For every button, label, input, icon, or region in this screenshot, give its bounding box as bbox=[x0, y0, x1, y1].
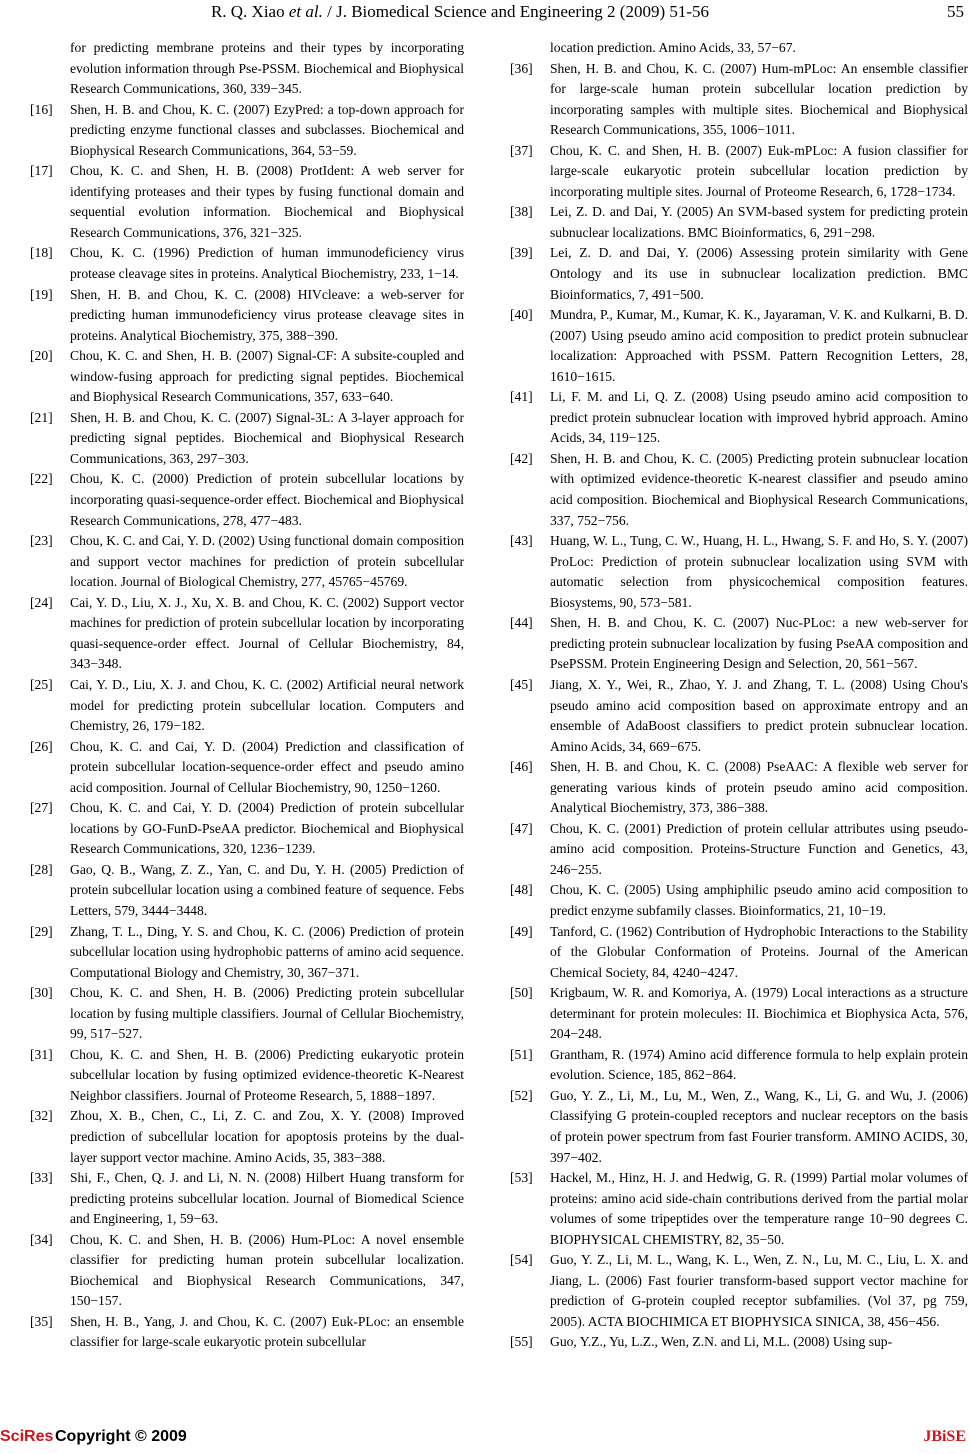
reference-text: Shen, H. B. and Chou, K. C. (2007) Hum-mPLoc: An ensemble classifier for large-scale human protein subcellular location prediction by incorporating samples with multiple sites. Biochemical and Biophysical Research Communications, 355, 1006−1011. bbox=[550, 60, 968, 138]
reference-text: Shen, H. B. and Chou, K. C. (2007) Nuc-PLoc: a new web-server for predicting protein subnuclear localization by fusing PseAA composition and PsePSSM. Protein Engineering Design and Selection, 20, 561−567. bbox=[550, 615, 968, 672]
reference-number: [25] bbox=[30, 676, 53, 692]
reference-number: [37] bbox=[510, 142, 533, 158]
reference-item bbox=[510, 141, 968, 203]
reference-number: [52] bbox=[510, 1087, 533, 1103]
reference-item bbox=[30, 161, 464, 243]
reference-item bbox=[30, 1106, 464, 1168]
right-column bbox=[510, 38, 968, 1353]
reference-number: [45] bbox=[510, 676, 533, 692]
reference-item bbox=[30, 1168, 464, 1230]
reference-number: [43] bbox=[510, 533, 533, 549]
reference-item bbox=[30, 737, 464, 799]
reference-number: [44] bbox=[510, 615, 533, 631]
reference-text: Lei, Z. D. and Dai, Y. (2005) An SVM-based system for predicting protein subnuclear localizations. BMC Bioinformatics, 6, 291−298. bbox=[550, 204, 968, 240]
reference-item bbox=[510, 1045, 968, 1086]
reference-continuation: location prediction. Amino Acids, 33, 57−67. bbox=[550, 40, 796, 55]
reference-item bbox=[30, 798, 464, 860]
reference-text: Jiang, X. Y., Wei, R., Zhao, Y. J. and Zhang, T. L. (2008) Using Chou's pseudo amino acid composition based on approximate entropy and an ensemble of AdaBoost classifiers to predict protein subnuclear location. Amino Acids, 34, 669−675. bbox=[550, 676, 968, 754]
reference-item bbox=[510, 613, 968, 675]
reference-item bbox=[30, 408, 464, 470]
reference-text: Cai, Y. D., Liu, X. J., Xu, X. B. and Chou, K. C. (2002) Support vector machines for prediction of protein subcellular location by incorporating quasi-sequence-order effect. Journal of Cellular Biochemistry, 84, 343−348. bbox=[70, 594, 464, 672]
reference-number: [51] bbox=[510, 1046, 533, 1062]
reference-item bbox=[30, 922, 464, 984]
reference-text: Chou, K. C. (2001) Prediction of protein cellular attributes using pseudo-amino acid composition. Proteins-Structure Function and Genetics, 43, 246−255. bbox=[550, 820, 968, 877]
reference-item bbox=[510, 305, 968, 387]
reference-text: Chou, K. C. (2005) Using amphiphilic pseudo amino acid composition to predict enzyme subfamily classes. Bioinformatics, 21, 10−19. bbox=[550, 882, 968, 918]
reference-text: Shi, F., Chen, Q. J. and Li, N. N. (2008) Hilbert Huang transform for predicting proteins subcellular location. Journal of Biomedical Science and Engineering, 1, 59−63. bbox=[70, 1170, 464, 1227]
reference-text: Tanford, C. (1962) Contribution of Hydrophobic Interactions to the Stability of the Globular Conformation of Proteins. Journal of the American Chemical Society, 84, 4240−4247. bbox=[550, 923, 968, 980]
title-authors: R. Q. Xiao bbox=[210, 2, 289, 21]
reference-number: [28] bbox=[30, 861, 53, 877]
reference-number: [47] bbox=[510, 820, 533, 836]
reference-text: Li, F. M. and Li, Q. Z. (2008) Using pseudo amino acid composition to predict protein subnuclear location with improved hybrid approach. Amino Acids, 34, 119−125. bbox=[550, 389, 968, 446]
reference-item bbox=[30, 531, 464, 593]
reference-text: Shen, H. B., Yang, J. and Chou, K. C. (2007) Euk-PLoc: an ensemble classifier for large-scale eukaryotic protein subcellular bbox=[70, 1313, 464, 1350]
reference-number: [22] bbox=[30, 471, 53, 487]
reference-number: [24] bbox=[30, 594, 53, 610]
reference-number: [20] bbox=[30, 348, 53, 364]
reference-number: [48] bbox=[510, 882, 533, 898]
reference-number: [54] bbox=[510, 1252, 533, 1268]
reference-item bbox=[30, 675, 464, 737]
reference-item bbox=[510, 1168, 968, 1250]
reference-number: [19] bbox=[30, 286, 53, 302]
page-footer bbox=[0, 1428, 970, 1452]
reference-text: Chou, K. C. and Shen, H. B. (2007) Euk-mPLoc: A fusion classifier for large-scale eukaryotic protein subcellular location prediction by incorporating multiple sites. Journal of Proteome Research, 6, 1728−1734. bbox=[550, 142, 968, 199]
reference-number: [17] bbox=[30, 163, 53, 179]
reference-item bbox=[510, 819, 968, 881]
reference-number: [21] bbox=[30, 409, 53, 425]
reference-item bbox=[30, 346, 464, 408]
reference-text: Chou, K. C. and Cai, Y. D. (2004) Prediction and classification of protein subcellular location-sequence-order effect and pseudo amino acid composition. Journal of Cellular Biochemistry, 90, 1250−1260. bbox=[70, 738, 464, 795]
title-et-al: et al. bbox=[288, 2, 323, 21]
reference-item bbox=[510, 983, 968, 1045]
reference-item bbox=[510, 243, 968, 305]
running-title bbox=[90, 2, 830, 22]
reference-text: Chou, K. C. and Cai, Y. D. (2004) Prediction of protein subcellular locations by GO-FunD-PseAA predictor. Biochemical and Biophysical Research Communications, 320, 1236−1239. bbox=[70, 800, 464, 857]
reference-item bbox=[510, 880, 968, 921]
reference-number: [26] bbox=[30, 738, 53, 754]
reference-continuation: for predicting membrane proteins and their types by incorporating evolution information through Pse-PSSM. Biochemical and Biophysical Research Communications, 360, 339−345. bbox=[70, 40, 464, 97]
reference-item bbox=[510, 531, 968, 613]
reference-number: [33] bbox=[30, 1170, 53, 1186]
reference-text: Shen, H. B. and Chou, K. C. (2007) EzyPred: a top-down approach for predicting enzyme functional classes and subclasses. Biochemical and Biophysical Research Communications, 364, 53−59. bbox=[70, 101, 464, 158]
reference-text: Lei, Z. D. and Dai, Y. (2006) Assessing protein similarity with Gene Ontology and its use in subnuclear localization prediction. BMC Bioinformatics, 7, 491−500. bbox=[550, 245, 968, 302]
reference-item bbox=[30, 469, 464, 531]
reference-item bbox=[30, 243, 464, 284]
reference-text: Mundra, P., Kumar, M., Kumar, K. K., Jayaraman, V. K. and Kulkarni, B. D. (2007) Using pseudo amino acid composition to predict protein subnuclear localization: Approached with PSSM. Pattern Recognition Letters, 28, 1610−1615. bbox=[550, 307, 968, 384]
reference-text: Zhou, X. B., Chen, C., Li, Z. C. and Zou, X. Y. (2008) Improved prediction of subcellular location for apoptosis proteins by the dual-layer support vector machine. Amino Acids, 35, 383−388. bbox=[70, 1108, 464, 1165]
reference-item bbox=[30, 983, 464, 1045]
running-header bbox=[0, 0, 970, 26]
reference-number: [39] bbox=[510, 245, 533, 261]
reference-item bbox=[510, 387, 968, 449]
reference-item bbox=[510, 1086, 968, 1168]
left-column bbox=[30, 38, 464, 1353]
reference-text: Shen, H. B. and Chou, K. C. (2008) PseAAC: A flexible web server for generating various kinds of protein pseudo amino acid composition. Analytical Biochemistry, 373, 386−388. bbox=[550, 759, 968, 816]
reference-item bbox=[30, 285, 464, 347]
reference-text: Chou, K. C. (1996) Prediction of human immunodeficiency virus protease cleavage sites in proteins. Analytical Biochemistry, 233, 1−14. bbox=[70, 245, 464, 282]
reference-text: Shen, H. B. and Chou, K. C. (2007) Signal-3L: A 3-layer approach for predicting signal peptides. Biochemical and Biophysical Research Communications, 363, 297−303. bbox=[70, 409, 464, 466]
reference-text: Shen, H. B. and Chou, K. C. (2008) HIVcleave: a web-server for predicting human immunodeficiency virus protease cleavage sites in proteins. Analytical Biochemistry, 375, 388−390. bbox=[70, 286, 464, 343]
reference-text: Hackel, M., Hinz, H. J. and Hedwig, G. R. (1999) Partial molar volumes of proteins: amino acid side-chain contributions derived from the partial molar volumes of some tripeptides over the temperature range 10−90 degrees C. BIOPHYSICAL CHEMISTRY, 82, 35−50. bbox=[550, 1170, 968, 1247]
reference-text: Cai, Y. D., Liu, X. J. and Chou, K. C. (2002) Artificial neural network model for predicting protein subcellular location. Computers and Chemistry, 26, 179−182. bbox=[70, 676, 464, 734]
reference-number: [35] bbox=[30, 1313, 53, 1329]
reference-item bbox=[510, 757, 968, 819]
reference-item bbox=[510, 449, 968, 531]
copyright-text: Copyright © 2009 bbox=[55, 1428, 187, 1445]
reference-number: [18] bbox=[30, 245, 53, 261]
reference-item bbox=[30, 1312, 464, 1353]
reference-text: Grantham, R. (1974) Amino acid difference formula to help explain protein evolution. Science, 185, 862−864. bbox=[550, 1046, 968, 1083]
reference-number: [32] bbox=[30, 1108, 53, 1124]
title-journal: / J. Biomedical Science and Engineering 2 (2009) 51-56 bbox=[322, 2, 710, 21]
reference-text: Guo, Y. Z., Li, M., Lu, M., Wen, Z., Wang, K., Li, G. and Wu, J. (2006) Classifying G protein-coupled receptors and nuclear receptors on the basis of protein power spectrum from fast Fourier transform. AMINO ACIDS, 30, 397−402. bbox=[550, 1087, 968, 1165]
reference-number: [50] bbox=[510, 985, 533, 1001]
reference-item bbox=[510, 675, 968, 757]
reference-number: [31] bbox=[30, 1046, 53, 1062]
reference-number: [49] bbox=[510, 923, 533, 939]
reference-number: [38] bbox=[510, 204, 533, 220]
reference-item bbox=[510, 59, 968, 141]
reference-text: Huang, W. L., Tung, C. W., Huang, H. L., Hwang, S. F. and Ho, S. Y. (2007) ProLoc: Prediction of protein subnuclear localization using SVM with automatic selection from physicochemical composition features. Biosystems, 90, 573−581. bbox=[550, 533, 968, 610]
publisher-logo: SciRes bbox=[0, 1428, 54, 1445]
reference-item bbox=[510, 922, 968, 984]
reference-text: Chou, K. C. and Shen, H. B. (2006) Predicting protein subcellular location by fusing multiple classifiers. Journal of Cellular Biochemistry, 99, 517−527. bbox=[70, 985, 464, 1042]
reference-number: [23] bbox=[30, 533, 53, 549]
reference-item bbox=[30, 1230, 464, 1312]
reference-text: Chou, K. C. and Shen, H. B. (2008) ProtIdent: A web server for identifying proteases and their types by fusing functional domain and sequential evolution information. Biochemical and Biophysical Research Communications, 376, 321−325. bbox=[70, 163, 464, 240]
reference-number: [30] bbox=[30, 985, 53, 1001]
reference-number: [27] bbox=[30, 800, 53, 816]
reference-item bbox=[30, 1045, 464, 1107]
reference-text: Krigbaum, W. R. and Komoriya, A. (1979) Local interactions as a structure determinant for protein molecules: II. Biochimica et Biophysica Acta, 576, 204−248. bbox=[550, 985, 968, 1042]
reference-number: [53] bbox=[510, 1170, 533, 1186]
reference-item bbox=[510, 202, 968, 243]
reference-item bbox=[30, 860, 464, 922]
reference-number: [42] bbox=[510, 450, 533, 466]
reference-text: Chou, K. C. and Shen, H. B. (2006) Predicting eukaryotic protein subcellular location by fusing optimized evidence-theoretic K-Nearest Neighbor classifiers. Journal of Proteome Research, 5, 1888−1897. bbox=[70, 1046, 464, 1103]
reference-item bbox=[30, 100, 464, 162]
reference-item bbox=[510, 1250, 968, 1332]
page-number: 55 bbox=[947, 2, 964, 21]
reference-item bbox=[30, 593, 464, 675]
journal-logo: JBiSE bbox=[923, 1428, 966, 1445]
reference-text: Gao, Q. B., Wang, Z. Z., Yan, C. and Du, Y. H. (2005) Prediction of protein subcellular location using a combined feature of sequence. Febs Letters, 579, 3444−3448. bbox=[70, 861, 464, 918]
reference-number: [40] bbox=[510, 307, 533, 323]
reference-number: [16] bbox=[30, 101, 53, 117]
reference-text: Guo, Y. Z., Li, M. L., Wang, K. L., Wen, Z. N., Lu, M. C., Liu, L. X. and Jiang, L. (2006) Fast fourier transform-based support vector machine for prediction of G-protein coupled receptor subfamilies. (Vol 37, pg 759, 2005). ACTA BIOCHIMICA ET BIOPHYSICA SINICA, 38, 456−456. bbox=[550, 1252, 968, 1329]
reference-text: Chou, K. C. (2000) Prediction of protein subcellular locations by incorporating quasi-sequence-order effect. Biochemical and Biophysical Research Communications, 278, 477−483. bbox=[70, 471, 464, 528]
reference-text: Guo, Y.Z., Yu, L.Z., Wen, Z.N. and Li, M.L. (2008) Using sup- bbox=[550, 1334, 893, 1350]
reference-number: [36] bbox=[510, 60, 533, 76]
reference-number: [29] bbox=[30, 923, 53, 939]
reference-item bbox=[510, 1332, 968, 1353]
reference-text: Chou, K. C. and Shen, H. B. (2007) Signal-CF: A subsite-coupled and window-fusing approach for predicting signal peptides. Biochemical and Biophysical Research Communications, 357, 633−640. bbox=[70, 348, 464, 405]
reference-text: Chou, K. C. and Shen, H. B. (2006) Hum-PLoc: A novel ensemble classifier for predicting human protein subcellular localization. Biochemical and Biophysical Research Communications, 347, 150−157. bbox=[70, 1231, 464, 1309]
reference-text: Chou, K. C. and Cai, Y. D. (2002) Using functional domain composition and support vector machines for prediction of protein subcellular location. Journal of Biological Chemistry, 277, 45765−45769. bbox=[70, 533, 464, 590]
reference-text: Zhang, T. L., Ding, Y. S. and Chou, K. C. (2006) Prediction of protein subcellular location using hydrophobic patterns of amino acid sequence. Computational Biology and Chemistry, 30, 367−371. bbox=[70, 923, 464, 980]
reference-number: [34] bbox=[30, 1231, 53, 1247]
reference-number: [41] bbox=[510, 389, 533, 405]
reference-text: Shen, H. B. and Chou, K. C. (2005) Predicting protein subnuclear location with optimized evidence-theoretic K-nearest classifier and pseudo amino acid composition. Biochemical and Biophysical Research Communications, 337, 752−756. bbox=[550, 450, 968, 528]
reference-number: [46] bbox=[510, 759, 533, 775]
reference-number: [55] bbox=[510, 1334, 533, 1350]
